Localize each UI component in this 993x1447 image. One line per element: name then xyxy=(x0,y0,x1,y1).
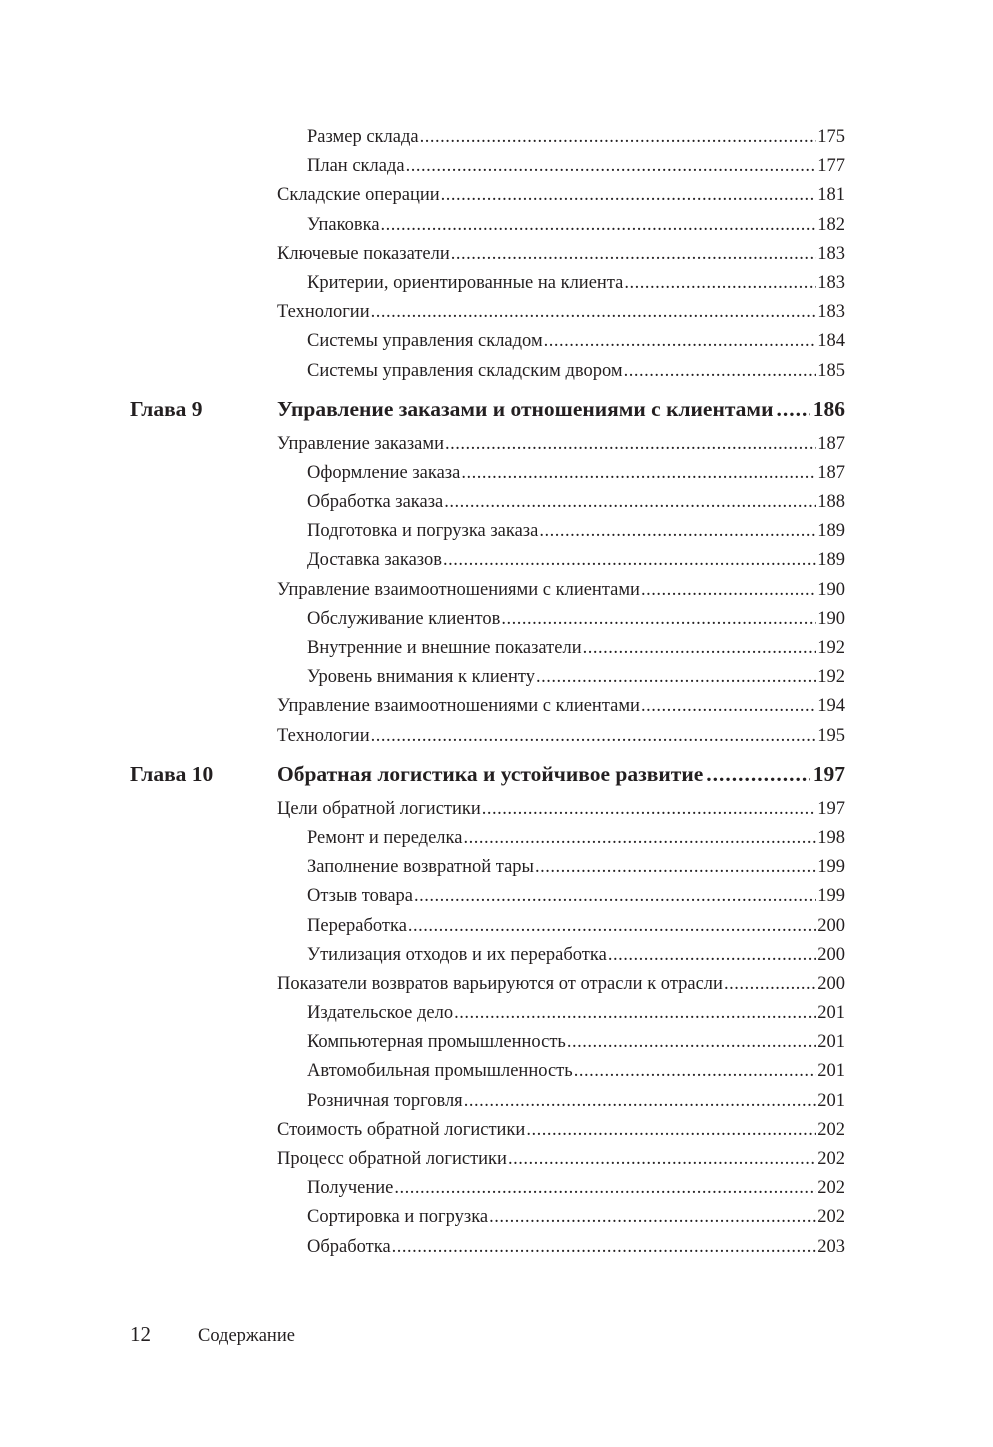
toc-subsection-entry[interactable] xyxy=(307,152,845,181)
entry-page-number: 202 xyxy=(817,1207,845,1228)
toc-subsection-entry[interactable] xyxy=(307,882,845,911)
chapter-title-row xyxy=(277,392,845,427)
entry-title: Подготовка и погрузка заказа xyxy=(307,521,539,542)
toc-section-entry[interactable] xyxy=(277,795,845,824)
page-footer xyxy=(130,1322,295,1347)
dot-leader xyxy=(624,357,817,386)
entry-title: Складские операции xyxy=(277,185,440,206)
entry-page-number: 175 xyxy=(817,127,845,147)
toc-subsection-entry[interactable] xyxy=(307,824,845,853)
entry-page-number: 190 xyxy=(817,608,845,629)
entry-title: Обслуживание клиентов xyxy=(307,608,501,629)
dot-leader xyxy=(706,757,809,792)
toc-subsection-entry[interactable] xyxy=(307,941,845,970)
toc-subsection-entry[interactable] xyxy=(307,1087,845,1116)
toc-section-entry[interactable] xyxy=(277,722,845,751)
toc-subsection-entry[interactable] xyxy=(307,211,845,240)
chapter-heading xyxy=(0,392,993,427)
toc-section-entry[interactable] xyxy=(277,240,845,269)
entry-page-number: 183 xyxy=(817,302,845,323)
dot-leader xyxy=(608,941,816,970)
dot-leader xyxy=(501,605,816,634)
entry-title: Обработка xyxy=(307,1236,391,1257)
dot-leader xyxy=(461,459,816,488)
entry-title: Цели обратной логистики xyxy=(277,798,481,819)
entry-page-number: 199 xyxy=(817,886,845,907)
entry-page-number: 188 xyxy=(817,492,845,513)
dot-leader xyxy=(394,1174,816,1203)
dot-leader xyxy=(392,1233,817,1262)
dot-leader xyxy=(454,999,816,1028)
entry-title: Утилизация отходов и их переработка xyxy=(307,944,607,965)
toc-subsection-entry[interactable] xyxy=(307,546,845,575)
chapter-title-row xyxy=(277,757,845,792)
entry-title: Управление взаимоотношениями с клиентами xyxy=(277,696,640,717)
chapter-page-number: 197 xyxy=(812,761,845,786)
chapter-heading xyxy=(0,757,993,792)
dot-leader xyxy=(414,882,816,911)
table-of-contents xyxy=(0,123,993,1262)
entry-title: Размер склада xyxy=(307,127,419,147)
entry-page-number: 182 xyxy=(817,214,845,235)
entry-page-number: 201 xyxy=(817,1003,845,1024)
dot-leader xyxy=(539,517,816,546)
dot-leader xyxy=(463,824,816,853)
entry-page-number: 198 xyxy=(817,827,845,848)
chapter-title: Обратная логистика и устойчивое развитие xyxy=(277,761,704,786)
dot-leader xyxy=(381,211,817,240)
entry-page-number: 192 xyxy=(817,667,845,688)
entry-page-number: 197 xyxy=(817,798,845,819)
entry-title: Переработка xyxy=(307,915,407,936)
toc-section-entry[interactable] xyxy=(277,970,845,999)
dot-leader xyxy=(445,430,816,459)
entry-title: Ремонт и переделка xyxy=(307,827,463,848)
toc-section-entry[interactable] xyxy=(277,1145,845,1174)
entry-title: Доставка заказов xyxy=(307,550,442,571)
toc-subsection-entry[interactable] xyxy=(307,605,845,634)
toc-subsection-entry[interactable] xyxy=(307,853,845,882)
entry-title: Управление взаимоотношениями с клиентами xyxy=(277,579,640,600)
entry-page-number: 187 xyxy=(817,433,845,454)
entry-page-number: 192 xyxy=(817,638,845,658)
entry-page-number: 203 xyxy=(817,1236,845,1257)
entry-title: Оформление заказа xyxy=(307,462,461,483)
dot-leader xyxy=(641,692,816,721)
entry-page-number: 181 xyxy=(817,185,845,206)
dot-leader xyxy=(567,1028,816,1057)
entry-title: Получение xyxy=(307,1178,394,1199)
toc-subsection-entry[interactable] xyxy=(307,1233,845,1262)
entry-title: Стоимость обратной логистики xyxy=(277,1119,526,1140)
toc-subsection-entry[interactable] xyxy=(307,123,845,152)
entry-page-number: 183 xyxy=(817,272,845,293)
toc-subsection-entry[interactable] xyxy=(307,357,845,386)
toc-subsection-entry[interactable] xyxy=(307,912,845,941)
dot-leader xyxy=(408,912,816,941)
entry-page-number: 200 xyxy=(817,944,845,965)
toc-subsection-entry[interactable] xyxy=(307,663,845,692)
entry-title: Компьютерная промышленность xyxy=(307,1032,566,1053)
toc-section-entry[interactable] xyxy=(277,1116,845,1145)
entry-page-number: 200 xyxy=(817,973,845,994)
dot-leader xyxy=(536,663,816,692)
dot-leader xyxy=(464,1087,817,1116)
chapter-page-number: 186 xyxy=(812,396,845,421)
entry-page-number: 201 xyxy=(817,1032,845,1053)
entry-page-number: 189 xyxy=(817,521,845,542)
toc-subsection-entry[interactable] xyxy=(307,1057,845,1086)
entry-title: Обработка заказа xyxy=(307,492,444,513)
dot-leader xyxy=(574,1057,817,1086)
toc-section-entry[interactable] xyxy=(277,430,845,459)
entry-title: Критерии, ориентированные на клиента xyxy=(307,272,624,293)
dot-leader xyxy=(444,488,816,517)
entry-page-number: 177 xyxy=(817,156,845,177)
toc-subsection-entry[interactable] xyxy=(307,459,845,488)
entry-title: Автомобильная промышленность xyxy=(307,1061,573,1082)
entry-title: Внутренние и внешние показатели xyxy=(307,638,582,658)
dot-leader xyxy=(482,795,816,824)
dot-leader xyxy=(441,181,817,210)
entry-page-number: 190 xyxy=(817,579,845,600)
dot-leader xyxy=(641,576,816,605)
toc-subsection-entry[interactable] xyxy=(307,1028,845,1057)
entry-title: План склада xyxy=(307,156,405,177)
entry-page-number: 202 xyxy=(817,1149,845,1169)
page-number: 12 xyxy=(130,1322,151,1346)
entry-page-number: 183 xyxy=(817,243,845,264)
toc-section-entry[interactable] xyxy=(277,181,845,210)
chapter-label: Глава 9 xyxy=(130,396,203,421)
entry-page-number: 195 xyxy=(817,725,845,746)
entry-page-number: 202 xyxy=(817,1178,845,1199)
toc-subsection-entry[interactable] xyxy=(307,634,845,663)
dot-leader xyxy=(508,1145,816,1174)
entry-page-number: 201 xyxy=(817,1090,845,1111)
toc-subsection-entry[interactable] xyxy=(307,327,845,356)
dot-leader xyxy=(371,298,817,327)
dot-leader xyxy=(443,546,816,575)
entry-title: Системы управления складским двором xyxy=(307,360,623,381)
running-title: Содержание xyxy=(198,1326,295,1346)
chapter-title: Управление заказами и отношениями с клиентами xyxy=(277,396,774,421)
entry-page-number: 201 xyxy=(817,1061,845,1082)
entry-title: Уровень внимания к клиенту xyxy=(307,667,535,688)
entry-title: Показатели возвратов варьируются от отрасли к отрасли xyxy=(277,973,723,994)
dot-leader xyxy=(489,1203,816,1232)
entry-page-number: 185 xyxy=(817,360,845,381)
entry-title: Технологии xyxy=(277,302,370,323)
toc-section-entry[interactable] xyxy=(277,576,845,605)
toc-section-entry[interactable] xyxy=(277,298,845,327)
entry-title: Издательское дело xyxy=(307,1003,454,1024)
entry-title: Ключевые показатели xyxy=(277,243,450,264)
dot-leader xyxy=(544,327,817,356)
entry-page-number: 200 xyxy=(817,915,845,936)
entry-page-number: 199 xyxy=(817,857,845,878)
entry-title: Системы управления складом xyxy=(307,331,543,352)
toc-subsection-entry[interactable] xyxy=(307,488,845,517)
entry-page-number: 189 xyxy=(817,550,845,571)
entry-title: Заполнение возвратной тары xyxy=(307,857,534,878)
dot-leader xyxy=(371,722,817,751)
toc-subsection-entry[interactable] xyxy=(307,999,845,1028)
dot-leader xyxy=(526,1116,816,1145)
dot-leader xyxy=(724,970,816,999)
entry-page-number: 194 xyxy=(817,696,845,717)
entry-page-number: 202 xyxy=(817,1119,845,1140)
entry-title: Управление заказами xyxy=(277,433,444,454)
entry-title: Процесс обратной логистики xyxy=(277,1149,507,1169)
entry-title: Отзыв товара xyxy=(307,886,414,907)
dot-leader xyxy=(776,392,809,427)
toc-subsection-entry[interactable] xyxy=(307,1174,845,1203)
entry-title: Розничная торговля xyxy=(307,1090,463,1111)
toc-section-entry[interactable] xyxy=(277,692,845,721)
dot-leader xyxy=(583,634,817,663)
toc-subsection-entry[interactable] xyxy=(307,517,845,546)
dot-leader xyxy=(451,240,817,269)
entry-title: Технологии xyxy=(277,725,370,746)
entry-page-number: 184 xyxy=(817,331,845,352)
dot-leader xyxy=(535,853,816,882)
dot-leader xyxy=(406,152,817,181)
chapter-label: Глава 10 xyxy=(130,761,214,786)
entry-title: Упаковка xyxy=(307,214,380,235)
toc-subsection-entry[interactable] xyxy=(307,1203,845,1232)
toc-subsection-entry[interactable] xyxy=(307,269,845,298)
dot-leader xyxy=(624,269,816,298)
dot-leader xyxy=(420,123,817,152)
entry-page-number: 187 xyxy=(817,462,845,483)
entry-title: Сортировка и погрузка xyxy=(307,1207,489,1228)
